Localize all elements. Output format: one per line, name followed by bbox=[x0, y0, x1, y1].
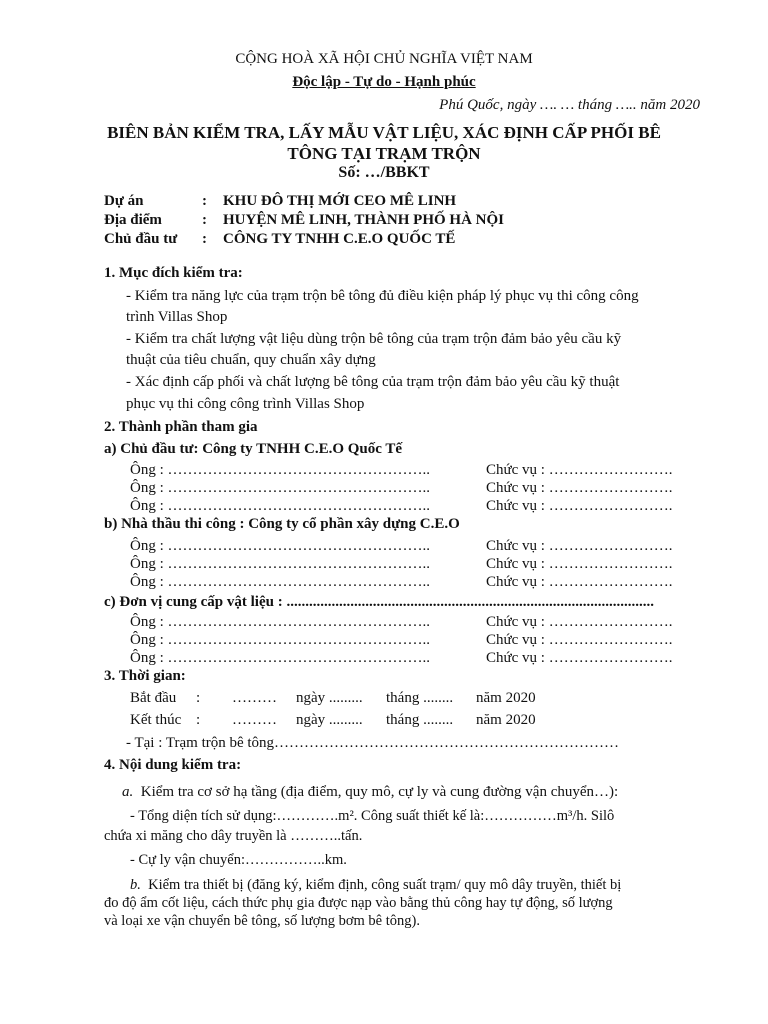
start-dots: ……… bbox=[232, 690, 277, 706]
participant-position: Chức vụ : ……………………. bbox=[486, 462, 673, 478]
info-owner-label: Chủ đầu tư bbox=[104, 231, 178, 247]
participant-position: Chức vụ : ……………………. bbox=[486, 632, 673, 648]
document-title-line1: BIÊN BẢN KIỂM TRA, LẤY MẪU VẬT LIỆU, XÁC ĐỊNH CẤP PHỐI BÊ bbox=[107, 123, 661, 142]
item-b-line3: và loại xe vận chuyển bê tông, số lượng bơm bê tông). bbox=[104, 913, 420, 929]
participant-name: Ông : …………………………………………….. bbox=[130, 462, 430, 478]
participant-name: Ông : …………………………………………….. bbox=[130, 556, 430, 572]
info-owner-sep: : bbox=[202, 231, 207, 247]
participant-position: Chức vụ : ……………………. bbox=[486, 650, 673, 666]
section1-line: - Xác định cấp phối và chất lượng bê tông của trạm trộn đảm bảo yêu cầu kỹ thuật bbox=[126, 374, 620, 390]
group-c-title: c) Đơn vị cung cấp vật liệu : .................................................................................................. bbox=[104, 594, 654, 610]
document-title-line2: TÔNG TẠI TRẠM TRỘN bbox=[287, 144, 481, 163]
document-number: Số: …/BBKT bbox=[338, 164, 430, 181]
start-day: ngày ......... bbox=[296, 690, 363, 706]
section1-line: - Kiểm tra chất lượng vật liệu dùng trộn bê tông của trạm trộn đảm bảo yêu cầu kỹ bbox=[126, 331, 622, 347]
end-year: năm 2020 bbox=[476, 712, 536, 728]
start-label: Bắt đầu bbox=[130, 690, 177, 706]
participant-name: Ông : …………………………………………….. bbox=[130, 498, 430, 514]
participant-name: Ông : …………………………………………….. bbox=[130, 538, 430, 554]
location-line: - Tại : Trạm trộn bê tông…………………………………………………………… bbox=[126, 735, 620, 751]
area-line2: chứa xi măng cho dây truyền là ………..tấn. bbox=[104, 828, 363, 844]
item-b-line2: đo độ ẩm cốt liệu, cách thức phụ gia được nạp vào bằng thủ công hay tự động, số lượng bbox=[104, 895, 613, 911]
participant-position: Chức vụ : ……………………. bbox=[486, 538, 673, 554]
participant-name: Ông : …………………………………………….. bbox=[130, 480, 430, 496]
end-day: ngày ......... bbox=[296, 712, 363, 728]
group-b-title: b) Nhà thầu thi công : Công ty cổ phần xây dựng C.E.O bbox=[104, 516, 460, 532]
participant-name: Ông : …………………………………………….. bbox=[130, 574, 430, 590]
distance-line: - Cự ly vận chuyển:……………..km. bbox=[130, 852, 347, 868]
end-label: Kết thúc bbox=[130, 712, 182, 728]
participant-name: Ông : …………………………………………….. bbox=[130, 614, 430, 630]
motto: Độc lập - Tự do - Hạnh phúc bbox=[292, 74, 476, 90]
participant-position: Chức vụ : ……………………. bbox=[486, 574, 673, 590]
section4-heading: 4. Nội dung kiểm tra: bbox=[104, 757, 242, 773]
start-month: tháng ........ bbox=[386, 690, 454, 706]
section1-heading: 1. Mục đích kiểm tra: bbox=[104, 265, 243, 281]
section3-heading: 3. Thời gian: bbox=[104, 668, 186, 684]
participant-name: Ông : …………………………………………….. bbox=[130, 632, 430, 648]
info-project-sep: : bbox=[202, 193, 207, 209]
participant-position: Chức vụ : ……………………. bbox=[486, 480, 673, 496]
end-colon: : bbox=[196, 712, 201, 728]
group-a-title: a) Chủ đầu tư: Công ty TNHH C.E.O Quốc Tế bbox=[104, 441, 403, 457]
end-dots: ……… bbox=[232, 712, 277, 728]
section1-line: - Kiểm tra năng lực của trạm trộn bê tông đủ điều kiện pháp lý phục vụ thi công công bbox=[126, 288, 639, 304]
item-b-marker: b. bbox=[130, 877, 141, 893]
participant-position: Chức vụ : ……………………. bbox=[486, 498, 673, 514]
item-a-text: Kiểm tra cơ sở hạ tầng (địa điểm, quy mô, cự ly và cung đường vận chuyển…): bbox=[140, 784, 619, 800]
info-project-value: KHU ĐÔ THỊ MỚI CEO MÊ LINH bbox=[223, 193, 457, 209]
item-b bbox=[130, 877, 621, 894]
area-line1: - Tổng diện tích sử dụng:………….m². Công suất thiết kế là:……………m³/h. Silô bbox=[130, 808, 615, 824]
section1-line: trình Villas Shop bbox=[126, 309, 228, 325]
item-b-line1: Kiểm tra thiết bị (đăng ký, kiểm định, công suất trạm/ quy mô dây truyền, thiết bị bbox=[148, 877, 622, 893]
participant-position: Chức vụ : ……………………. bbox=[486, 556, 673, 572]
start-year: năm 2020 bbox=[476, 690, 536, 706]
republic-heading: CỘNG HOÀ XÃ HỘI CHỦ NGHĨA VIỆT NAM bbox=[235, 51, 533, 67]
end-month: tháng ........ bbox=[386, 712, 454, 728]
info-location-sep: : bbox=[202, 212, 207, 228]
participant-position: Chức vụ : ……………………. bbox=[486, 614, 673, 630]
date-line: Phú Quốc, ngày …. … tháng ….. năm 2020 bbox=[439, 97, 700, 113]
item-a-marker: a. bbox=[122, 784, 134, 800]
section1-line: phục vụ thi công công trình Villas Shop bbox=[126, 396, 365, 412]
info-owner-value: CÔNG TY TNHH C.E.O QUỐC TẾ bbox=[223, 231, 456, 247]
info-project-label: Dự án bbox=[104, 193, 144, 209]
item-a bbox=[122, 784, 618, 801]
participant-name: Ông : …………………………………………….. bbox=[130, 650, 430, 666]
info-location-label: Địa điểm bbox=[104, 212, 162, 228]
section2-heading: 2. Thành phần tham gia bbox=[104, 419, 258, 435]
info-location-value: HUYỆN MÊ LINH, THÀNH PHỐ HÀ NỘI bbox=[223, 212, 504, 228]
section1-line: thuật của tiêu chuẩn, quy chuẩn xây dựng bbox=[126, 352, 376, 368]
start-colon: : bbox=[196, 690, 201, 706]
